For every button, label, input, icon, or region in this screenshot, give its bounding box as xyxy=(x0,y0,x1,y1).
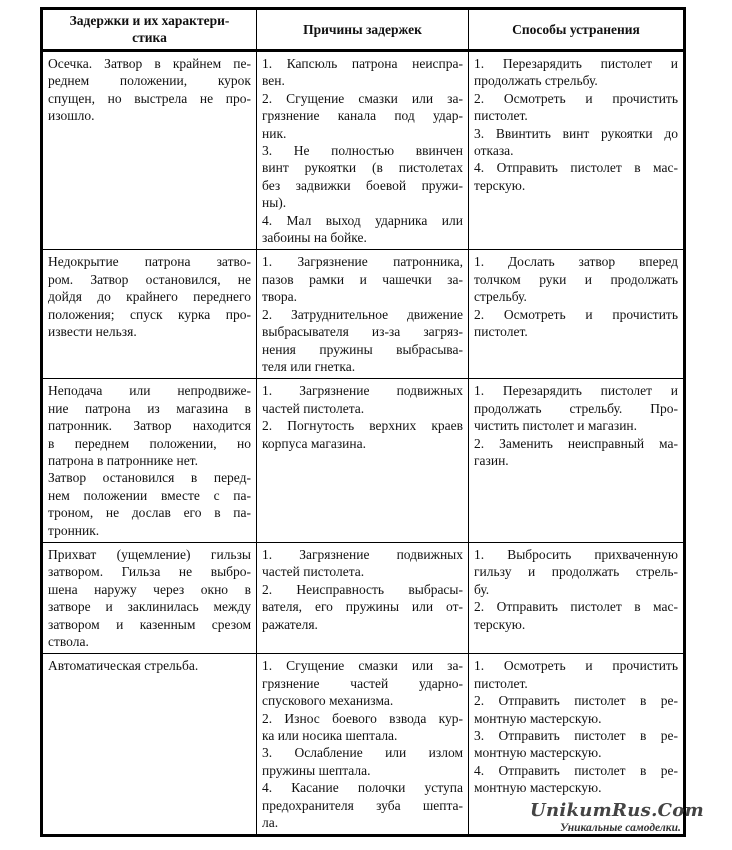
text-line: продолжать стрельбу. Про- xyxy=(474,400,678,416)
text-line: 2. Осмотреть и прочистить xyxy=(474,90,678,106)
remedy-cell xyxy=(469,379,685,543)
text-line: положения; спуск курка про- xyxy=(48,306,251,322)
text-line: 2. Затруднительное движение xyxy=(262,306,463,322)
text-line: 4. Касание полочки уступа xyxy=(262,780,463,796)
text-line: пистолет. xyxy=(474,675,528,691)
delay-cell xyxy=(42,654,257,836)
text-line: изошло. xyxy=(48,108,95,124)
text-line: тронник. xyxy=(48,522,100,538)
text-line: стрельбу. xyxy=(474,289,527,305)
text-line: 1. Дослать затвор вперед xyxy=(474,254,678,270)
text-line: спущен, но выстрела не про- xyxy=(48,90,251,106)
text-line: 2. Заменить неисправный ма- xyxy=(474,435,678,451)
table-row xyxy=(42,542,685,653)
header-remedies xyxy=(469,9,685,51)
text-line: пазов рамки и чашечки за- xyxy=(262,271,463,287)
text-line: спускового механизма. xyxy=(262,693,394,709)
text-line: затвором и казенным срезом xyxy=(48,616,251,632)
text-line: нения пружины выбрасыва- xyxy=(262,341,463,357)
text-line: Затвор остановился в перед- xyxy=(48,470,251,486)
text-line: Причины задержек xyxy=(303,21,422,37)
cause-cell xyxy=(257,51,469,250)
text-line: ла. xyxy=(262,815,279,831)
text-line: 3. Отправить пистолет в ре- xyxy=(474,728,678,744)
text-line: дойдя до крайнего переднего xyxy=(48,289,251,305)
text-line: монтную мастерскую. xyxy=(474,710,602,726)
text-line: 1. Перезарядить пистолет и xyxy=(474,56,678,71)
text-line: 2. Неисправность выбрасы- xyxy=(262,581,463,597)
cause-cell xyxy=(257,379,469,543)
text-line: продолжать стрельбу. xyxy=(474,73,598,89)
text-line: пистолет. xyxy=(474,108,528,124)
text-line: частей пистолета. xyxy=(262,564,365,580)
watermark-site: UnikumRus.Com xyxy=(530,800,704,821)
text-line: вен. xyxy=(262,73,285,89)
text-line: патрона в патроннике нет. xyxy=(48,452,198,468)
text-line: 1. Загрязнение патронника, xyxy=(262,254,463,270)
text-line: 1. Перезарядить пистолет и xyxy=(474,383,678,399)
text-line: пружины шептала. xyxy=(262,762,371,778)
cause-cell xyxy=(257,654,469,836)
text-line: 2. Сгущение смазки или за- xyxy=(262,90,463,106)
watermark-tagline: Уникальные самоделки. xyxy=(560,822,681,834)
text-line: терскую. xyxy=(474,616,526,632)
text-line: 4. Мал выход ударника или xyxy=(262,212,463,228)
text-line: монтную мастерскую. xyxy=(474,745,602,761)
delay-cell xyxy=(42,51,257,250)
text-line: 2. Отправить пистолет в мас- xyxy=(474,599,678,615)
text-line: винт рукоятки (в пистолетах xyxy=(262,160,463,176)
text-line: 2. Погнутость верхних краев xyxy=(262,418,463,434)
text-line: затворе и заклинилась между xyxy=(48,599,251,615)
text-line: в переднем положении, но xyxy=(48,435,251,451)
text-line: Недокрытие патрона затво- xyxy=(48,254,251,270)
text-line: ны). xyxy=(262,195,287,211)
text-line: ка или носика шептала. xyxy=(262,728,398,744)
text-line: монтную мастерскую. xyxy=(474,780,602,796)
text-line: ник. xyxy=(262,125,287,141)
text-line: грязнение канала под удар- xyxy=(262,108,463,124)
header-row xyxy=(42,9,685,51)
text-line: гильзу и продолжать стрель- xyxy=(474,564,678,580)
malfunctions-table xyxy=(40,7,686,837)
text-line: Неподача или непродвиже- xyxy=(48,383,251,399)
text-line: твора. xyxy=(262,289,298,305)
text-line: извести нельзя. xyxy=(48,324,137,340)
delay-cell xyxy=(42,379,257,543)
cause-cell xyxy=(257,250,469,379)
text-line: предохранителя зуба шепта- xyxy=(262,797,463,813)
text-line: 2. Отправить пистолет в ре- xyxy=(474,693,678,709)
table-row xyxy=(42,250,685,379)
remedy-cell xyxy=(469,542,685,653)
table-body xyxy=(42,51,685,836)
table-row xyxy=(42,51,685,250)
text-line: 1. Загрязнение подвижных xyxy=(262,546,463,562)
text-line: 2. Износ боевого взвода кур- xyxy=(262,710,463,726)
text-line: троном, не дослав его в па- xyxy=(48,505,251,521)
text-line: затвором. Гильза не выбро- xyxy=(48,564,251,580)
text-line: 3. Ввинтить винт рукоятки до xyxy=(474,125,678,141)
text-line: Осечка. Затвор в крайнем пе- xyxy=(48,56,251,71)
text-line: 1. Выбросить прихваченную xyxy=(474,546,678,562)
text-line: 4. Отправить пистолет в ре- xyxy=(474,762,678,778)
text-line: без задвижки боевой пружи- xyxy=(262,177,463,193)
text-line: вателя, его пружины или от- xyxy=(262,599,463,615)
text-line: ствола. xyxy=(48,634,89,649)
text-line: пистолет. xyxy=(474,324,528,340)
text-line: стика xyxy=(132,30,167,45)
text-line: 4. Отправить пистолет в мас- xyxy=(474,160,678,176)
text-line: патронник. Затвор находится xyxy=(48,418,251,434)
text-line: 1. Сгущение смазки или за- xyxy=(262,658,463,674)
text-line: Способы устранения xyxy=(512,21,640,37)
text-line: грязнение частей ударно- xyxy=(262,675,463,691)
text-line: Прихват (ущемление) гильзы xyxy=(48,546,251,562)
text-line: Задержки и их характери- xyxy=(69,13,230,28)
text-line: реднем положении, курок xyxy=(48,73,251,89)
remedy-cell xyxy=(469,51,685,250)
text-line: корпуса магазина. xyxy=(262,435,366,451)
text-line: отказа. xyxy=(474,143,514,159)
text-line: выбрасывателя из-за загряз- xyxy=(262,324,463,340)
text-line: забоины на бойке. xyxy=(262,230,367,246)
delay-cell xyxy=(42,250,257,379)
text-line: нем положении вместе с па- xyxy=(48,487,251,503)
text-line: 1. Капсюль патрона неиспра- xyxy=(262,56,463,71)
header-causes xyxy=(257,9,469,51)
text-line: шена наружу через окно в xyxy=(48,581,251,597)
text-line: газин. xyxy=(474,452,509,468)
text-line: 3. Не полностью ввинчен xyxy=(262,143,463,159)
header-delays xyxy=(42,9,257,51)
text-line: чистить пистолет и магазин. xyxy=(474,418,638,434)
cause-cell xyxy=(257,542,469,653)
text-line: теля или гнетка. xyxy=(262,358,356,374)
text-line: 1. Загрязнение подвижных xyxy=(262,383,463,399)
text-line: бу. xyxy=(474,581,490,597)
delay-cell xyxy=(42,542,257,653)
text-line: ром. Затвор остановился, не xyxy=(48,271,251,287)
text-line: 2. Осмотреть и прочистить xyxy=(474,306,678,322)
text-line: 1. Осмотреть и прочистить xyxy=(474,658,678,674)
text-line: ние патрона из магазина в xyxy=(48,400,251,416)
text-line: 3. Ослабление или излом xyxy=(262,745,463,761)
text-line: терскую. xyxy=(474,177,526,193)
table-row xyxy=(42,379,685,543)
text-line: толчком руки и продолжать xyxy=(474,271,678,287)
text-line: Автоматическая стрельба. xyxy=(48,658,199,674)
text-line: частей пистолета. xyxy=(262,400,365,416)
text-line: ражателя. xyxy=(262,616,318,632)
remedy-cell xyxy=(469,250,685,379)
